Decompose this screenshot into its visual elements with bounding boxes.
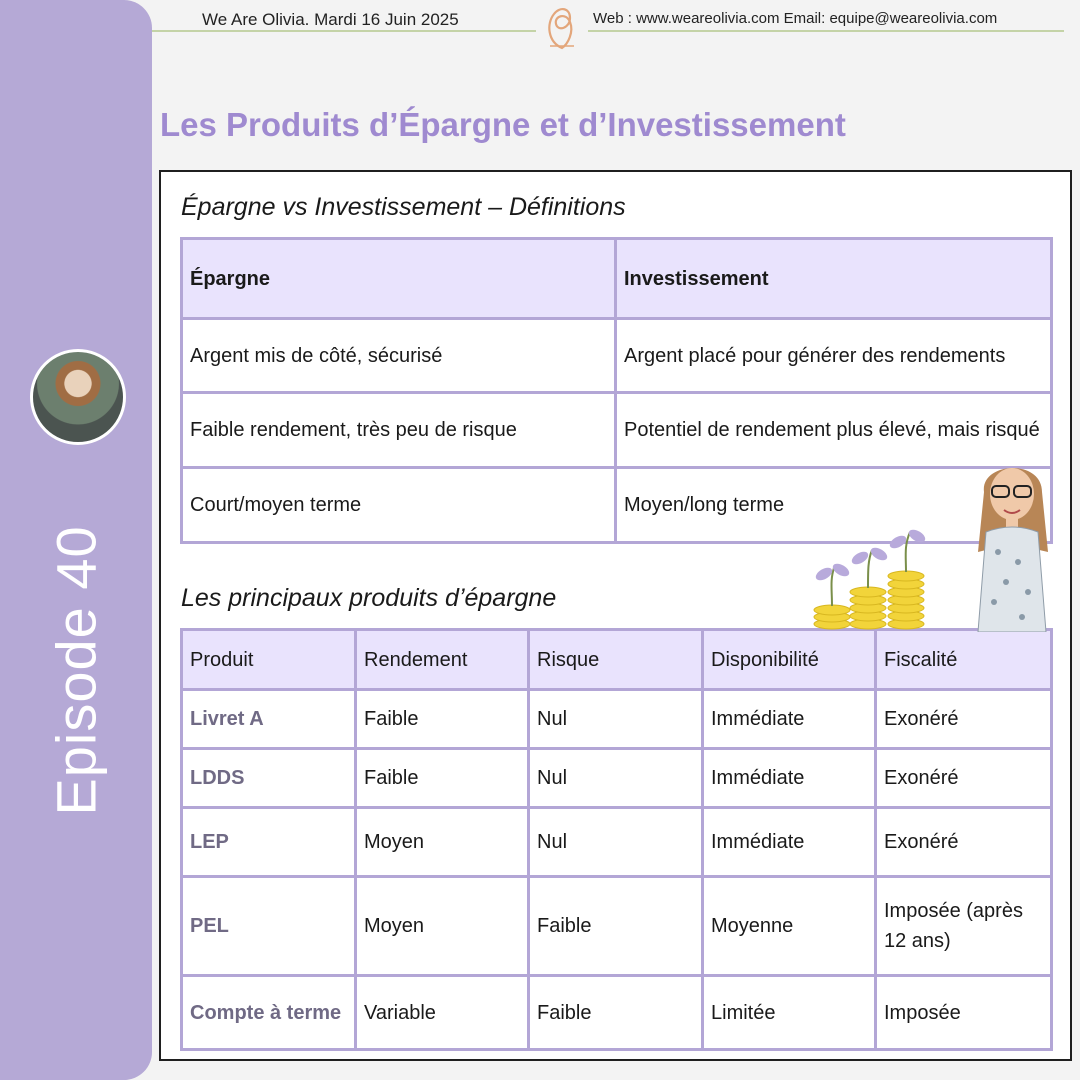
table-cell: Faible [356,749,529,808]
table-row [182,319,1052,393]
definitions-table [180,237,1053,544]
products-header-cell: Risque [529,630,703,690]
episode-label: Episode 40 [44,524,108,816]
table-row [182,690,1052,749]
table-cell: Nul [529,690,703,749]
definitions-header-row [182,239,1052,319]
page-title: Les Produits d’Épargne et d’Investissement [160,106,846,143]
product-name-cell: LDDS [182,749,356,808]
table-row [182,808,1052,877]
products-header-cell: Fiscalité [876,630,1052,690]
definitions-header-cell: Investissement [616,239,1052,319]
products-header-row [182,630,1052,690]
table-cell: Moyen/long terme [616,468,1052,543]
table-cell: Exonéré [876,808,1052,877]
coin-stacks-icon [810,520,940,632]
swirl-logo-icon [540,2,584,52]
table-cell: Imposée (après 12 ans) [876,877,1052,976]
header-divider-left [152,30,536,32]
table-cell: Argent placé pour générer des rendements [616,319,1052,393]
table-cell: Immédiate [703,808,876,877]
table-cell: Moyenne [703,877,876,976]
table-cell: Moyen [356,808,529,877]
table-cell: Faible [529,877,703,976]
table-row [182,976,1052,1050]
table-cell: Immédiate [703,749,876,808]
definitions-header-cell: Épargne [182,239,616,319]
table-cell: Faible [529,976,703,1050]
table-cell: Moyen [356,877,529,976]
episode-label-container [20,520,132,820]
product-name-cell: LEP [182,808,356,877]
table-cell: Limitée [703,976,876,1050]
table-cell: Potentiel de rendement plus élevé, mais risqué [616,393,1052,468]
header-divider-right [588,30,1064,32]
products-header-cell: Produit [182,630,356,690]
header-date-text: We Are Olivia. Mardi 16 Juin 2025 [202,10,459,29]
header-contact-text: Web : www.weareolivia.com Email: equipe@weareolivia.com [593,10,998,27]
products-header-cell: Rendement [356,630,529,690]
table-cell: Nul [529,808,703,877]
table-cell: Court/moyen terme [182,468,616,543]
products-section-title: Les principaux produits d’épargne [181,584,557,612]
woman-illustration-icon [962,452,1062,632]
table-cell: Exonéré [876,749,1052,808]
table-row [182,749,1052,808]
product-name-cell: Compte à terme [182,976,356,1050]
table-cell: Exonéré [876,690,1052,749]
table-cell: Imposée [876,976,1052,1050]
table-cell: Faible [356,690,529,749]
definitions-section-title: Épargne vs Investissement – Définitions [181,193,626,221]
product-name-cell: Livret A [182,690,356,749]
table-cell: Immédiate [703,690,876,749]
products-header-cell: Disponibilité [703,630,876,690]
table-cell: Variable [356,976,529,1050]
avatar [30,349,126,445]
table-cell: Argent mis de côté, sécurisé [182,319,616,393]
table-row [182,393,1052,468]
product-name-cell: PEL [182,877,356,976]
products-table [180,628,1053,1051]
table-cell: Faible rendement, très peu de risque [182,393,616,468]
table-cell: Nul [529,749,703,808]
table-row [182,877,1052,976]
